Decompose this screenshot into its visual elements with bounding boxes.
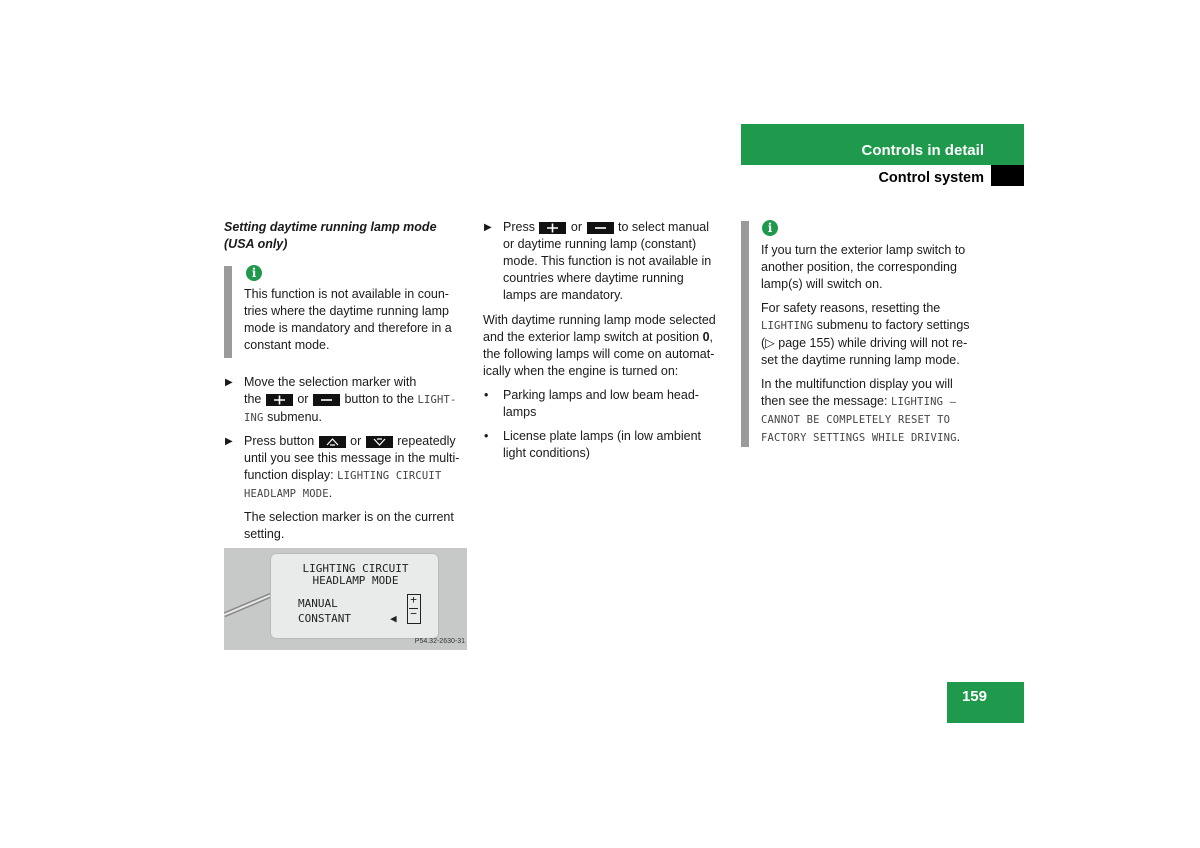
step-line: Press or to select manual: [503, 220, 710, 234]
step-2: [244, 433, 469, 503]
step-line: the or button to the LIGHT-: [244, 392, 457, 406]
step-arrow: ▶: [225, 377, 233, 388]
note-text: The selection marker is on the current setting.: [244, 510, 454, 541]
minus-key-icon: [313, 394, 340, 406]
info-icon: i: [246, 265, 262, 281]
minus-key-icon: [587, 222, 614, 234]
figure-caption: P54.32-2630-31: [414, 638, 465, 645]
up-key-icon: [319, 436, 346, 448]
step-line: ING submenu.: [244, 410, 322, 424]
info-bar: [741, 221, 749, 447]
header-marker: [991, 165, 1024, 186]
step-line: function display: LIGHTING CIRCUIT: [244, 468, 442, 482]
info-text-1: [244, 286, 469, 354]
section-heading: Setting daytime running lamp mode (USA only): [224, 220, 437, 251]
step-arrow: ▶: [225, 436, 233, 447]
info-paragraph-2: For safety reasons, resetting the LIGHTING submenu to factory settings (▷ page 155) while driving will not re- set the daytime running lamp mode.: [761, 301, 970, 367]
lcd-option-manual: MANUAL: [298, 597, 338, 610]
step-line: until you see this message in the multi-: [244, 451, 460, 465]
info-line: mode is mandatory and therefore in a: [244, 321, 452, 335]
plus-key-icon: [266, 394, 293, 406]
lcd-option-constant: CONSTANT: [298, 612, 351, 625]
step-arrow: ▶: [484, 222, 492, 233]
list-item: License plate lamps (in low ambient light conditions): [503, 429, 702, 460]
section-title: Controls in detail: [861, 142, 984, 159]
page-number: 159: [961, 688, 987, 705]
plus-minus-indicator: + −: [407, 594, 421, 624]
lcd-line-1: LIGHTING CIRCUIT: [302, 562, 409, 575]
info-paragraph-3: In the multifunction display you will then see the message: LIGHTING – CANNOT BE COMPLETELY RESET TO FACTORY SETTINGS WHILE DRIVING.: [761, 377, 961, 444]
step-3: Press or to select manual or daytime running lamp (constant) mode. This function is not available in countries where daytime running lamps are mandatory.: [503, 219, 733, 304]
info-line: tries where the daytime running lamp: [244, 304, 449, 318]
plus-key-icon: [539, 222, 566, 234]
bullet-dot: •: [484, 388, 489, 402]
down-key-icon: [366, 436, 393, 448]
step-line: Move the selection marker with: [244, 375, 417, 389]
info-line: constant mode.: [244, 338, 330, 352]
paragraph: With daytime running lamp mode selected and the exterior lamp switch at position 0, the following lamps will come on automat- ically when the engine is turned on:: [483, 313, 716, 378]
bullet-dot: •: [484, 429, 489, 443]
lcd-line-2: HEADLAMP MODE: [312, 574, 399, 587]
info-icon: i: [762, 220, 778, 236]
info-paragraph-1: If you turn the exterior lamp switch to another position, the corresponding lamp(s) will switch on.: [761, 243, 966, 291]
selection-marker-icon: ◀: [390, 612, 397, 625]
subsection-title: Control system: [878, 170, 984, 186]
info-bar: [224, 266, 232, 358]
step-1: [244, 374, 469, 427]
list-item: Parking lamps and low beam head- lamps: [503, 388, 699, 419]
info-line: This function is not available in coun-: [244, 287, 449, 301]
step-line: Press button or repeatedly: [244, 434, 456, 448]
step-line: HEADLAMP MODE.: [244, 486, 333, 500]
